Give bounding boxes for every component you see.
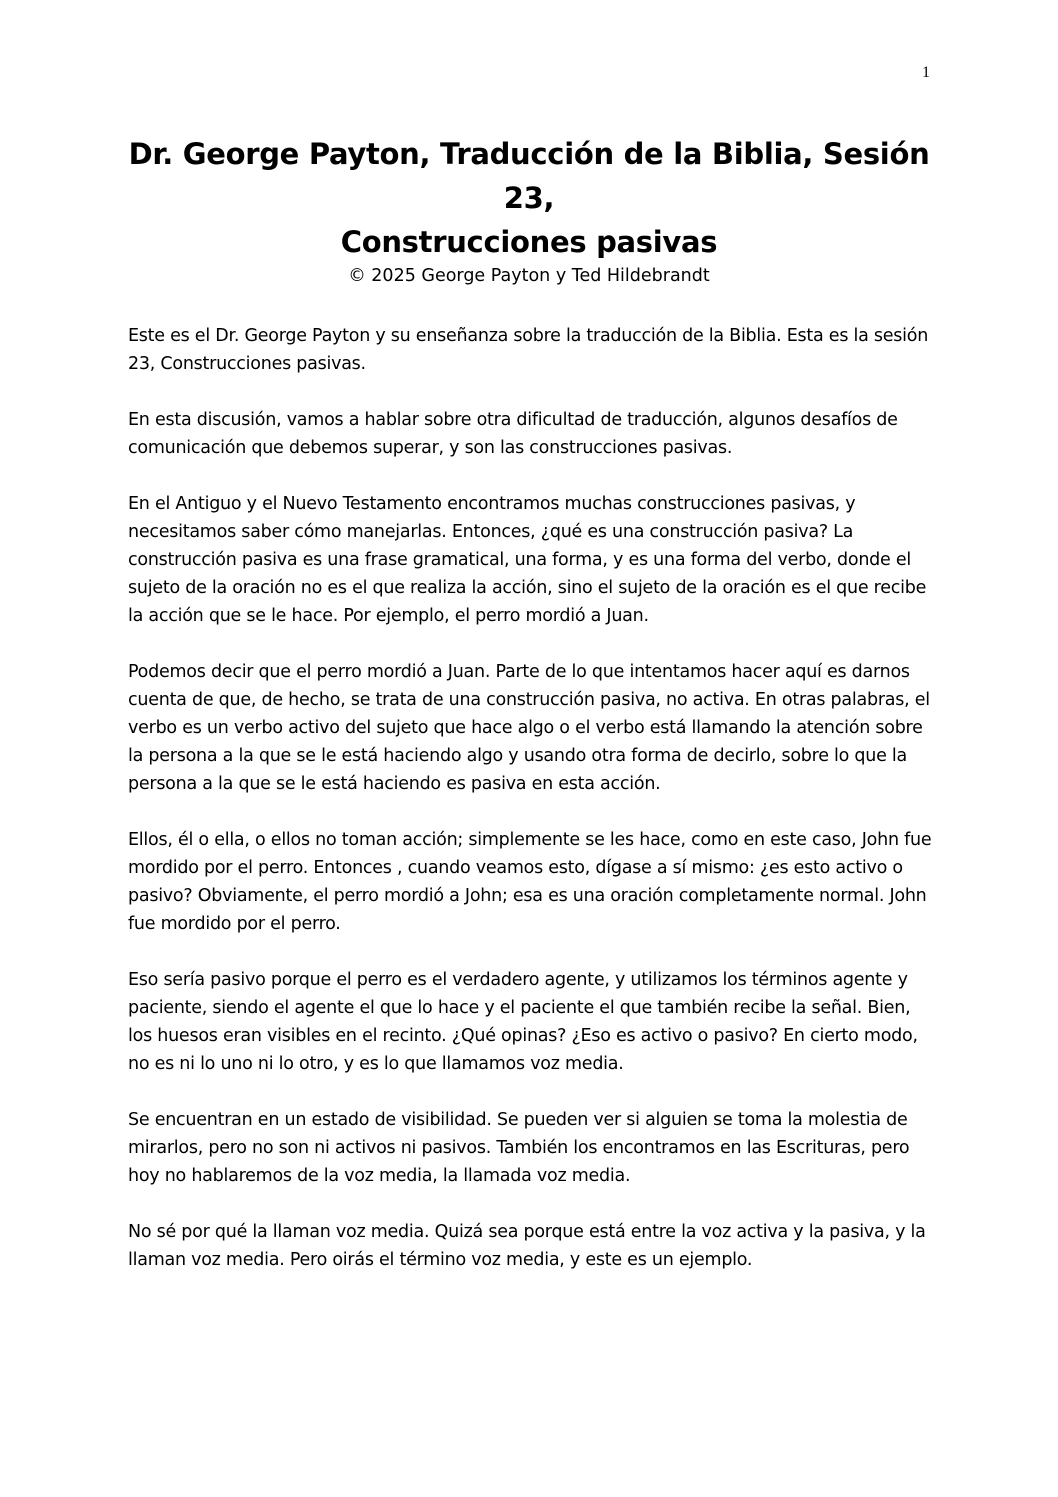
paragraph: Eso sería pasivo porque el perro es el verdadero agente, y utilizamos los términos agente y paciente, siendo el agente el que lo hace y el paciente el que también recibe la señal. Bien, los huesos eran visibles en el recinto. ¿Qué opinas? ¿Eso es activo o pasivo? En cierto modo, no es ni lo uno ni lo otro, y es lo que llamamos voz media. xyxy=(128,970,918,1074)
document-title-line-3: Construcciones pasivas xyxy=(340,225,718,259)
paragraph: Este es el Dr. George Payton y su enseñanza sobre la traducción de la Biblia. Esta es la sesión 23, Construcciones pasivas. xyxy=(128,326,929,374)
copyright-line: © 2025 George Payton y Ted Hildebrandt xyxy=(348,266,710,286)
title-block xyxy=(100,132,958,288)
paragraph: En esta discusión, vamos a hablar sobre otra dificultad de traducción, algunos desafíos de comunicación que debemos superar, y son las construcciones pasivas. xyxy=(128,410,898,458)
document-title-line-2: 23, xyxy=(503,181,555,215)
document-body xyxy=(128,322,934,1302)
paragraph: Ellos, él o ella, o ellos no toman acción; simplemente se les hace, como en este caso, John fue mordido por el perro. Entonces , cuando veamos esto, dígase a sí mismo: ¿es esto activo o pasivo? Obviamente, el perro mordió a John; esa es una oración completamente normal. John fue mordido por el perro. xyxy=(128,830,932,934)
paragraph: Se encuentran en un estado de visibilidad. Se pueden ver si alguien se toma la molestia de mirarlos, pero no son ni activos ni pasivos. También los encontramos en las Escrituras, pero hoy no hablaremos de la voz media, la llamada voz media. xyxy=(128,1110,910,1186)
paragraph: En el Antiguo y el Nuevo Testamento encontramos muchas construcciones pasivas, y necesitamos saber cómo manejarlas. Entonces, ¿qué es una construcción pasiva? La construcción pasiva es una frase gramatical, una forma, y es una forma del verbo, donde el sujeto de la oración no es el que realiza la acción, sino el sujeto de la oración es el que recibe la acción que se le hace. Por ejemplo, el perro mordió a Juan. xyxy=(128,494,927,626)
paragraph: Podemos decir que el perro mordió a Juan. Parte de lo que intentamos hacer aquí es darnos cuenta de que, de hecho, se trata de una construcción pasiva, no activa. En otras palabras, el verbo es un verbo activo del sujeto que hace algo o el verbo está llamando la atención sobre la persona a la que se le está haciendo algo y usando otra forma de decirlo, sobre lo que la persona a la que se le está haciendo es pasiva en esta acción. xyxy=(128,662,930,794)
document-title-line-1: Dr. George Payton, Traducción de la Biblia, Sesión xyxy=(128,137,930,171)
paragraph: No sé por qué la llaman voz media. Quizá sea porque está entre la voz activa y la pasiva, y la llaman voz media. Pero oirás el término voz media, y este es un ejemplo. xyxy=(128,1222,926,1270)
page-number: 1 xyxy=(922,64,930,81)
